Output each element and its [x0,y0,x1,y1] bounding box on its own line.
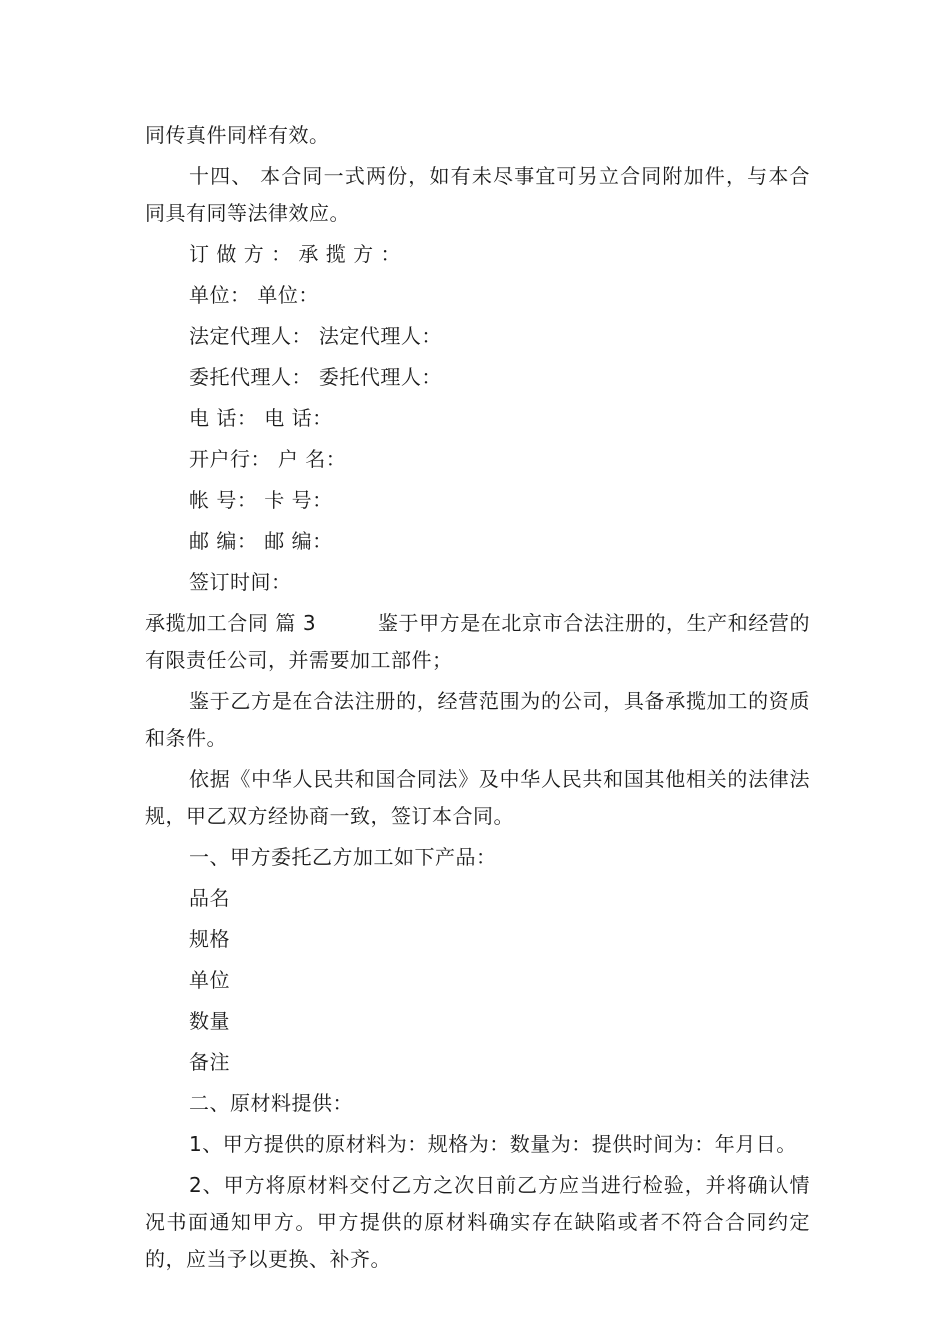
paragraph-phone: 电 话： 电 话： [189,406,333,430]
paragraph-postcode: 邮 编： 邮 编： [189,529,333,553]
document-body [145,117,810,1282]
paragraph-bank: 开户行： 户 名： [189,447,347,471]
paragraph-product-name: 品名 [189,886,230,910]
paragraph-section-2: 二、原材料提供： [189,1091,353,1115]
paragraph-party-b-whereas: 鉴于乙方是在合法注册的，经营范围为的公司，具备承揽加工的资质和条件。 [145,689,810,750]
paragraph-legal-rep: 法定代理人： 法定代理人： [189,324,442,348]
paragraph-account: 帐 号： 卡 号： [189,488,333,512]
paragraph-unit: 单位： 单位： [189,283,319,307]
paragraph-legal-basis: 依据《中华人民共和国合同法》及中华人民共和国其他相关的法律法规，甲乙双方经协商一致，签订本合同。 [145,767,810,828]
paragraph-contract-3-intro: 承揽加工合同 篇 3 鉴于甲方是在北京市合法注册的，生产和经营的有限责任公司，并需要加工部件； [145,611,810,672]
paragraph-material-1: 1、甲方提供的原材料为：规格为：数量为：提供时间为：年月日。 [189,1132,797,1156]
paragraph-quantity: 数量 [189,1009,230,1033]
paragraph-sign-date: 签订时间： [189,570,292,594]
paragraph-material-2: 2、甲方将原材料交付乙方之次日前乙方应当进行检验，并将确认情况书面通知甲方。甲方提供的原材料确实存在缺陷或者不符合合同约定的，应当予以更换、补齐。 [145,1173,810,1271]
paragraph-spec: 规格 [189,927,230,951]
paragraph-section-1: 一、甲方委托乙方加工如下产品： [189,845,497,869]
paragraph-clause-14: 十四、 本合同一式两份，如有未尽事宜可另立合同附加件，与本合同具有同等法律效应。 [145,164,810,225]
paragraph-fax-validity: 同传真件同样有效。 [145,123,330,147]
paragraph-parties-header: 订 做 方 ： 承 揽 方 ： [189,242,402,266]
paragraph-authorized-agent: 委托代理人： 委托代理人： [189,365,442,389]
paragraph-remarks: 备注 [189,1050,230,1074]
paragraph-unit-item: 单位 [189,968,230,992]
